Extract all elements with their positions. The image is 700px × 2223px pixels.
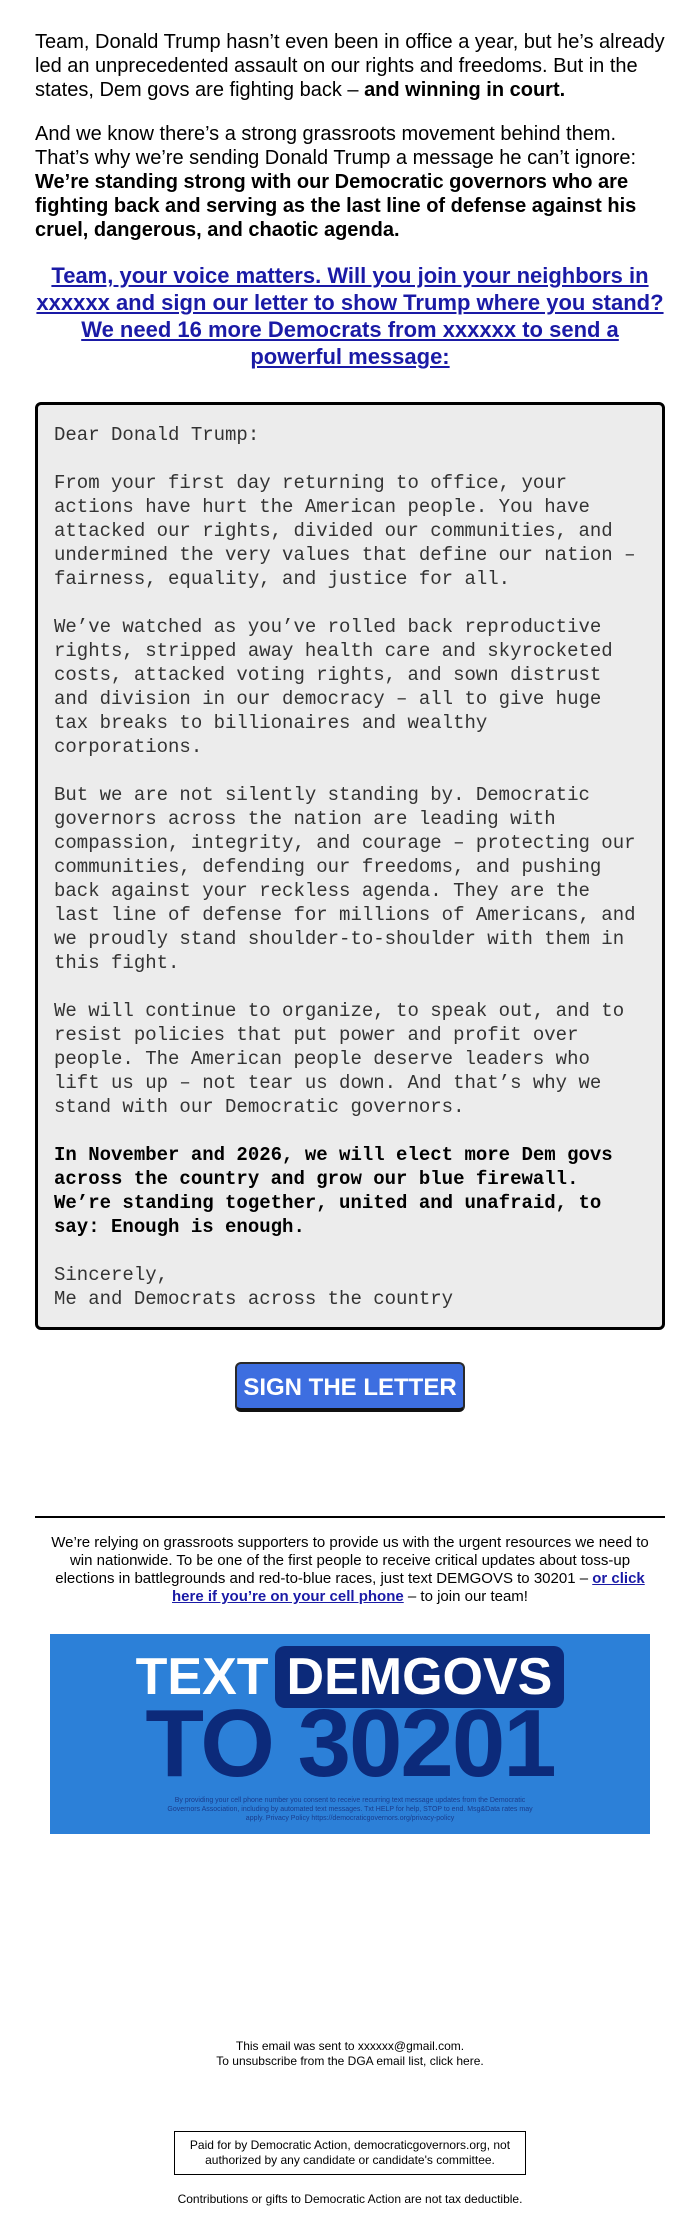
footer-unsubscribe[interactable]: To unsubscribe from the DGA email list, click here. — [216, 2054, 484, 2068]
banner-keyword: DEMGOVS — [275, 1646, 565, 1708]
support-text: We’re relying on grassroots supporters to provide us with the urgent resources we need to win nationwide. To be one of the first people to receive critical updates about toss-up elections in battlegrounds and red-to-blue races, just text DEMGOVS to 30201 – — [51, 1534, 649, 1587]
banner-text-word: TEXT — [135, 1648, 269, 1706]
cta-link[interactable]: Team, your voice matters. Will you join your neighbors in xxxxxx and sign our letter to show Trump where you stand? We need 16 more Democrats from xxxxxx to send a powerful message: — [36, 263, 664, 369]
letter-paragraph-5: In November and 2026, we will elect more Dem govs across the country and grow our blue firewall. We’re standing together, united and unafraid, to say: Enough is enough. — [54, 1144, 613, 1238]
letter-closing — [54, 1263, 646, 1311]
banner-number: TO 30201 — [145, 1690, 555, 1797]
paid-for-disclaimer: Paid for by Democratic Action, democraticgovernors.org, not authorized by any candidate or candidate's committee. — [174, 2131, 526, 2175]
letter-paragraph-1: From your first day returning to office, your actions have hurt the American people. You have attacked our rights, divided our communities, and undermined the very values that define our nation – fairness, equality, and justice for all. — [54, 472, 636, 590]
cell-phone-link[interactable]: or click here if you’re on your cell phone — [172, 1570, 645, 1605]
footer-sent-to: This email was sent to xxxxxx@gmail.com. — [235, 2039, 465, 2053]
intro-text-1: Team, Donald Trump hasn’t even been in office a year, but he’s already led an unprecedented assault on our rights and freedoms. But in the states, Dem govs are fighting back – — [35, 31, 665, 101]
footer — [35, 2039, 665, 2069]
section-divider — [35, 1516, 665, 1518]
letter-signature: Me and Democrats across the country — [54, 1288, 454, 1310]
intro-paragraph-1 — [35, 30, 665, 102]
intro-bold-2: We’re standing strong with our Democratic governors who are fighting back and serving as the last line of defense against his cruel, dangerous, and chaotic agenda. — [35, 171, 637, 241]
letter-paragraph-2: We’ve watched as you’ve rolled back reproductive rights, stripped away health care and skyrocketed costs, attacked voting rights, and sown distrust and division in our democracy – all to give huge tax breaks to billionaires and wealthy corporations. — [54, 616, 613, 758]
intro-paragraph-2 — [35, 122, 665, 242]
banner-fine-print: By providing your cell phone number you consent to receive recurring text message updates from the Democratic Governors Association, including by automated text messages. Txt HELP for help, STOP to end. Msg&Data rates may apply. Privacy Policy https://democraticgovernors.org/privacy-policy — [167, 1797, 533, 1822]
intro-text-2: And we know there’s a strong grassroots movement behind them. That’s why we’re sending Donald Trump a message he can’t ignore: — [35, 123, 637, 169]
letter-closing-word: Sincerely, — [54, 1264, 169, 1286]
letter-paragraph-4: We will continue to organize, to speak out, and to resist policies that put power and profit over people. The American people deserve leaders who lift us up – not tear us down. And that’s why we stand with our Democratic governors. — [54, 1000, 625, 1118]
support-paragraph — [45, 1534, 655, 1606]
intro-bold-1: and winning in court. — [364, 79, 566, 101]
letter-box — [35, 402, 665, 1330]
sign-the-letter-button[interactable]: SIGN THE LETTER — [235, 1362, 465, 1412]
letter-salutation: Dear Donald Trump: — [54, 424, 260, 446]
support-text-end: – to join our team! — [403, 1588, 528, 1605]
tax-disclaimer: Contributions or gifts to Democratic Action are not tax deductible. — [177, 2192, 523, 2206]
letter-paragraph-3: But we are not silently standing by. Democratic governors across the nation are leading with compassion, integrity, and courage – protecting our communities, defending our freedoms, and pushing back against your reckless agenda. They are the last line of defense for millions of Americans, and we proudly stand shoulder-to-shoulder with them in this fight. — [54, 784, 636, 974]
email-body — [35, 0, 665, 2207]
text-demgovs-banner[interactable] — [50, 1634, 650, 1834]
